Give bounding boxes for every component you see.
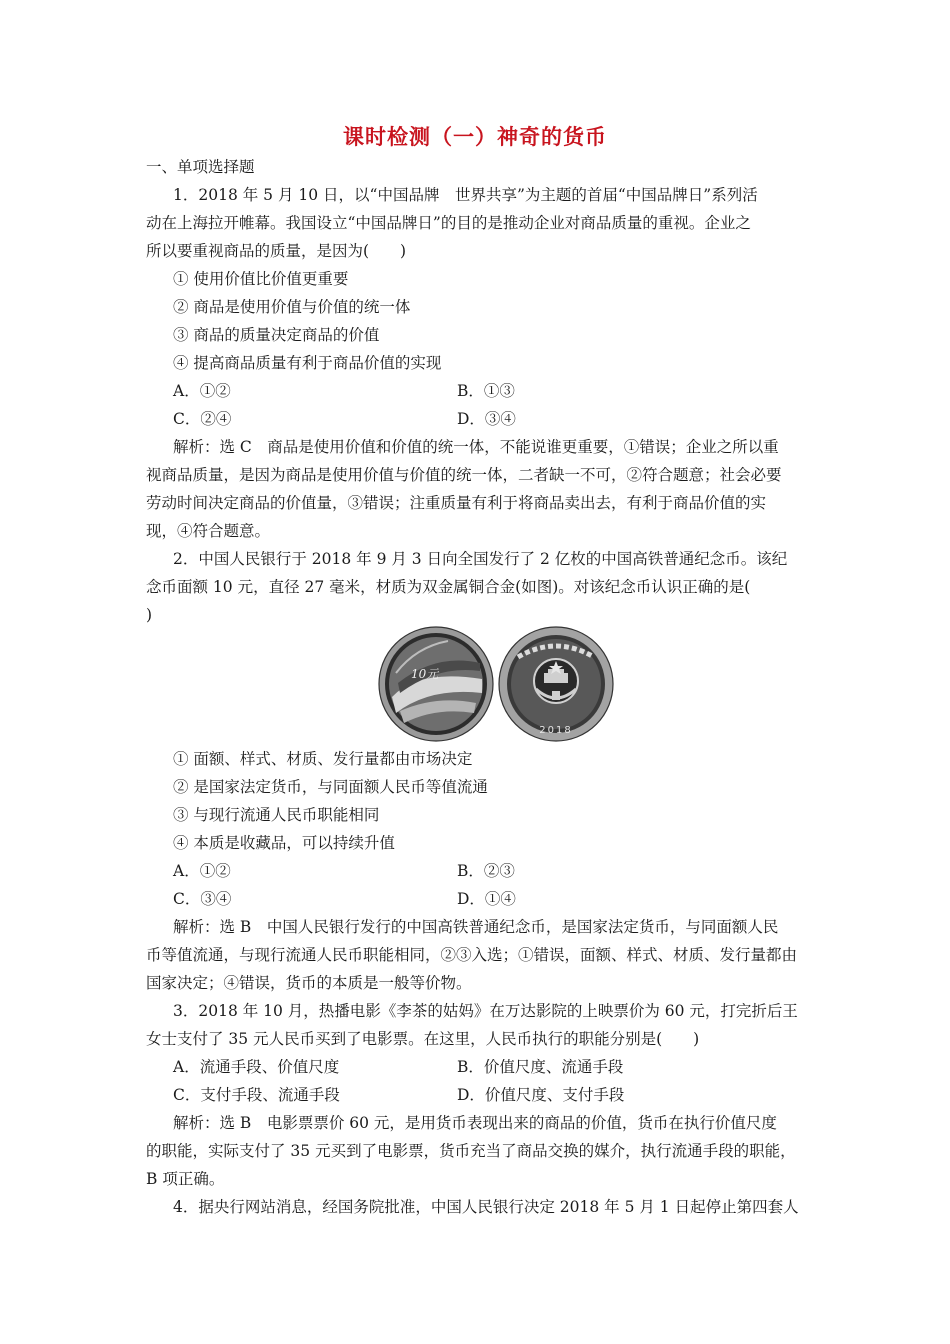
q1-analysis-line: 劳动时间决定商品的价值量，③错误；注重质量有利于将商品卖出去，有利于商品价值的实 [146,494,767,512]
q3-analysis-line: 解析：选 B 电影票票价 60 元，是用货币表现出来的商品的价值，货币在执行价值尺度 [173,1114,777,1132]
q3-analysis-line: 的职能，实际支付了 35 元买到了电影票，货币充当了商品交换的媒介，执行流通手段的职能， [146,1142,796,1160]
q2-stem-line: ) [146,606,153,624]
q1-item: ② 商品是使用价值与价值的统一体 [173,298,411,316]
q1-analysis-line: 视商品质量，是因为商品是使用价值与价值的统一体，二者缺一不可，②符合题意；社会必要 [146,466,782,484]
coin-back-year: 2018 [539,725,573,736]
q1-item: ① 使用价值比价值更重要 [173,270,349,288]
q2-option-a: A．①② [173,862,231,880]
q1-option-a: A．①② [173,382,231,400]
section-heading: 一、单项选择题 [146,158,255,176]
coin-back [499,627,613,741]
q2-analysis-line: 币等值流通，与现行流通人民币职能相同，②③入选；①错误，面额、样式、材质、发行量都由 [146,946,798,964]
q2-option-d: D．①④ [457,890,516,908]
q3-stem-line: 女士支付了 35 元人民币买到了电影票。在这里，人民币执行的职能分别是( ) [146,1030,700,1048]
q3-option-c: C．支付手段、流通手段 [173,1086,340,1104]
q2-analysis-line: 国家决定；④错误，货币的本质是一般等价物。 [146,974,472,992]
q1-item: ④ 提高商品质量有利于商品价值的实现 [173,354,442,372]
q3-option-b: B．价值尺度、流通手段 [457,1058,624,1076]
q1-stem-line: 动在上海拉开帷幕。我国设立“中国品牌日”的目的是推动企业对商品质量的重视。企业之 [146,214,751,232]
q2-item: ② 是国家法定货币，与同面额人民币等值流通 [173,778,488,796]
q2-stem-line: 2．中国人民银行于 2018 年 9 月 3 日向全国发行了 2 亿枚的中国高铁普通纪念币。该纪 [173,550,788,568]
q3-option-d: D．价值尺度、支付手段 [457,1086,625,1104]
q2-item: ③ 与现行流通人民币职能相同 [173,806,380,824]
q1-option-d: D．③④ [457,410,516,428]
q4-stem-line: 4．据央行网站消息，经国务院批准，中国人民银行决定 2018 年 5 月 1 日起停止第四套人 [173,1198,799,1216]
q2-stem-line: 念币面额 10 元，直径 27 毫米，材质为双金属铜合金(如图)。对该纪念币认识正确的是( [146,578,751,596]
q3-stem-line: 3．2018 年 10 月，热播电影《李茶的姑妈》在万达影院的上映票价为 60 元，打完折后王 [173,1002,798,1020]
q1-analysis-line: 现，④符合题意。 [146,522,271,540]
q2-analysis-line: 解析：选 B 中国人民银行发行的中国高铁普通纪念币，是国家法定货币，与同面额人民 [173,918,779,936]
q1-stem-line: 所以要重视商品的质量，是因为( ) [146,242,407,260]
q1-stem-line: 1．2018 年 5 月 10 日，以“中国品牌 世界共享”为主题的首届“中国品牌日”系列活 [173,186,758,204]
q1-item: ③ 商品的质量决定商品的价值 [173,326,380,344]
commemorative-coin-image [378,623,614,745]
q2-item: ① 面额、样式、材质、发行量都由市场决定 [173,750,473,768]
q1-option-c: C．②④ [173,410,232,428]
coin-front-denomination: 10元 [411,667,439,681]
q2-item: ④ 本质是收藏品，可以持续升值 [173,834,395,852]
q3-analysis-line: B 项正确。 [146,1170,225,1188]
q1-analysis-line: 解析：选 C 商品是使用价值和价值的统一体，不能说谁更重要，①错误；企业之所以重 [173,438,779,456]
q2-option-c: C．③④ [173,890,232,908]
q3-option-a: A．流通手段、价值尺度 [173,1058,340,1076]
q2-option-b: B．②③ [457,862,515,880]
q1-option-b: B．①③ [457,382,515,400]
coin-front [379,627,493,741]
page-title: 课时检测（一）神奇的货币 [343,125,607,149]
